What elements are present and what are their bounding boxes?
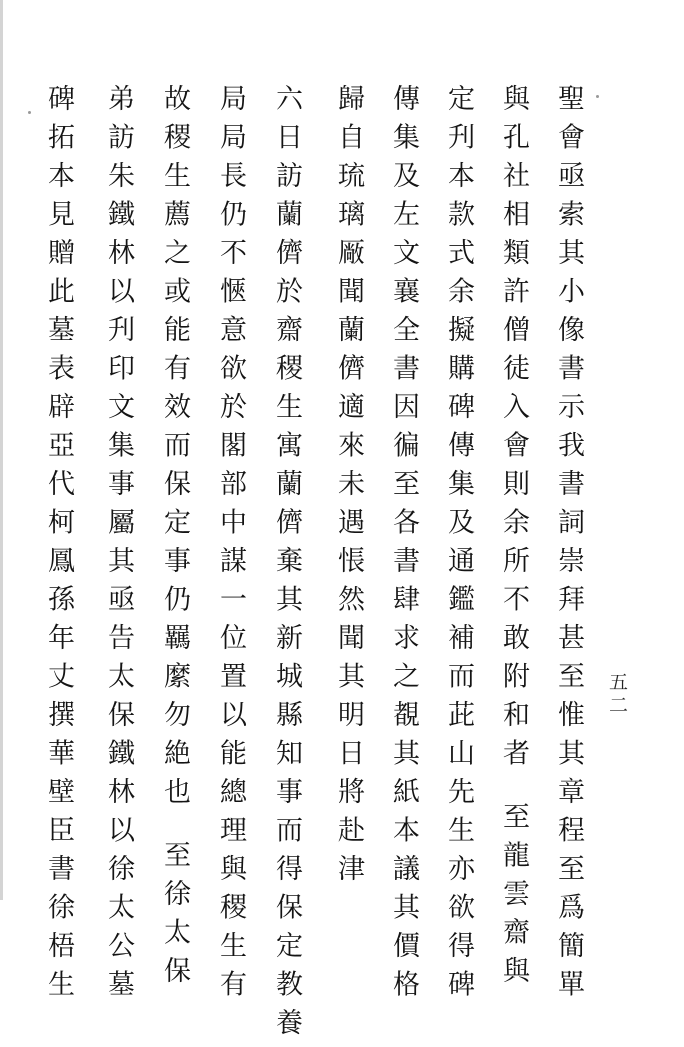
page-number: 五二 — [606, 672, 628, 718]
text-column-9: 弟訪朱鐵林以刋印文集事屬其亟告太保鐵林以徐太公墓 — [103, 84, 134, 1008]
page-left-edge — [0, 0, 3, 900]
text-column-7: 局局長仍不愜意欲於閣部中謀一位置以能總理與稷生有 — [215, 84, 246, 1008]
text-column-1: 聖會亟索其小像書示我書詞崇拜甚至惟其章程至爲簡單 — [553, 84, 584, 1008]
text-column-10: 碑拓本見贈此墓表辟亞代柯鳳孫年丈撰華壁臣書徐梧生 — [43, 84, 74, 1008]
text-column-6: 六日訪蘭儕於齋稷生寓蘭儕棄其新城縣知事而得保定教養 — [271, 84, 302, 1047]
text-column-5: 歸自琉璃厰聞蘭儕適來未遇悵然聞其明日將赴津 — [333, 84, 364, 893]
text-column-4: 傳集及左文襄全書因徧至各書肆求之覩其紙本議其價格 — [388, 84, 419, 1008]
scan-speck — [28, 111, 31, 114]
scan-speck — [596, 95, 599, 98]
text-column-2: 與孔社相類許僧徒入會則余所不敢附和者至龍雲齋與 — [498, 84, 529, 995]
text-column-3: 定刋本款式余擬購碑傳集及通鑑補而茈山先生亦欲得碑 — [443, 84, 474, 1008]
text-column-8: 故稷生薦之或能有效而保定事仍羈縻勿絶也至徐太保 — [159, 84, 190, 995]
